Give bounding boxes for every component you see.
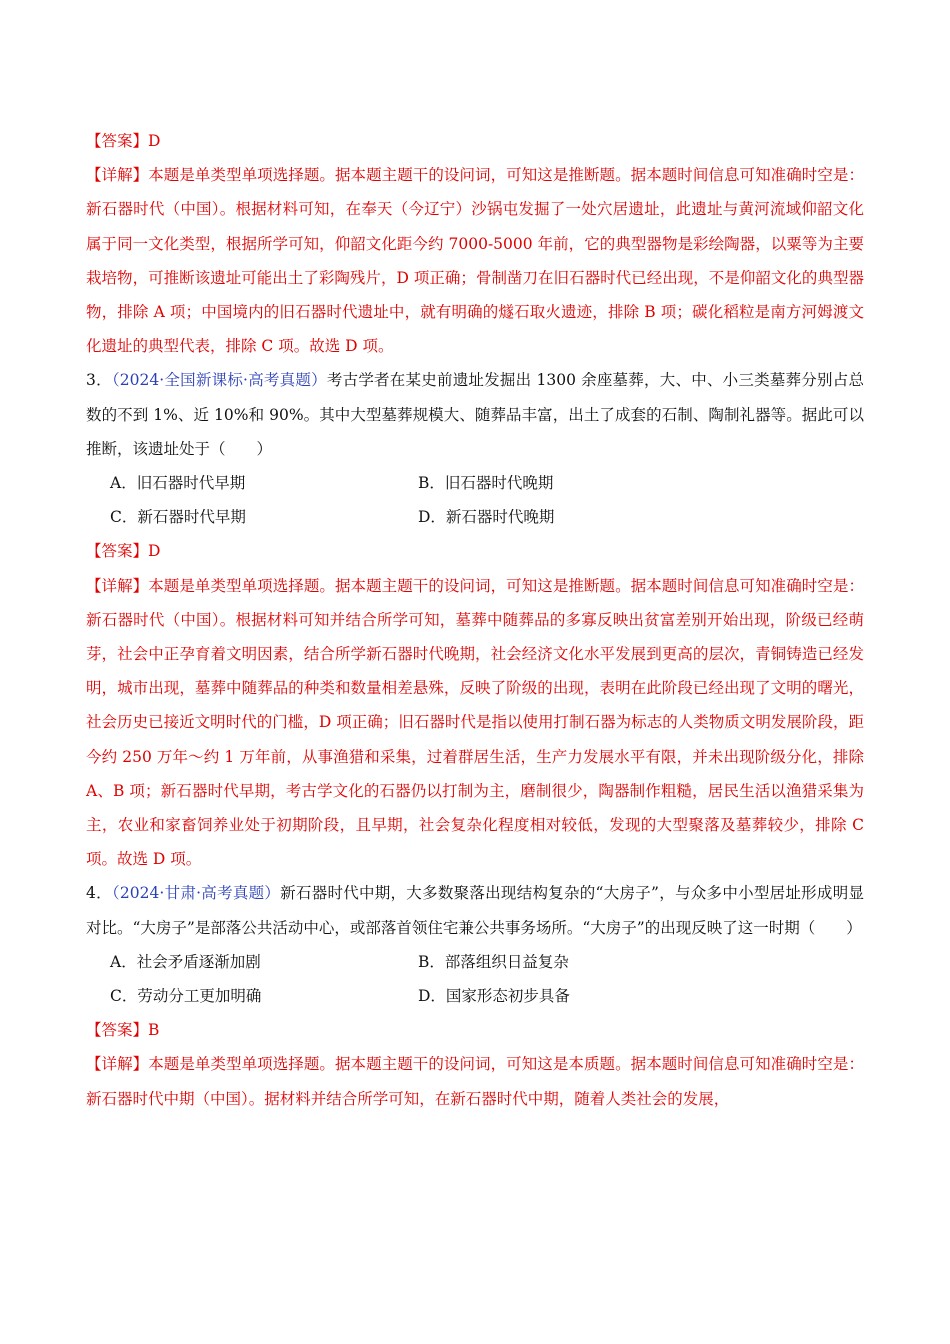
option-a[interactable]: A．社会矛盾逐渐加剧 (110, 952, 261, 971)
option-b[interactable]: B．旧石器时代晚期 (418, 474, 554, 493)
answer-label: 【答案】 (86, 542, 149, 561)
detail-text: 本题是单类型单项选择题。据本题主题干的设问词，可知这是推断题。据本题时间信息可知准确时空是：新石器时代（中国）。根据材料可知，在奉天（今辽宁）沙锅屯发掘了一处穴居遗址，此遗址与黄河流域仰韶文化属于同一文化类型，根据所学可知，仰韶文化距今约 7000-5000 年前，它的典型器物是彩绘陶器，以粟等为主要栽培物，可推断该遗址可能出土了彩陶残片，D 项正确；骨制凿刀在旧石器时代已经出现，不是仰韶文化的典型器物，排除 A 项；中国境内的旧石器时代遗址中，就有明确的燧石取火遗迹，排除 B 项；碳化稻粒是南方河姆渡文化遗址的典型代表，排除 C 项。故选 D 项。 (86, 166, 864, 356)
answer-value: D (148, 542, 161, 561)
detail-paragraph-1 (86, 158, 864, 363)
detail-paragraph-4 (86, 1047, 864, 1115)
document-content (86, 124, 864, 1116)
answer-line-4 (86, 1013, 864, 1047)
detail-label: 【详解】 (86, 1055, 149, 1074)
question-3 (86, 363, 864, 466)
detail-text: 本题是单类型单项选择题。据本题主题干的设问词，可知这是本质题。据本题时间信息可知准确时空是：新石器时代中期（中国）。据材料并结合所学可知，在新石器时代中期，随着人类社会的发展， (86, 1055, 864, 1108)
option-d[interactable]: D．新石器时代晚期 (418, 508, 555, 527)
option-b[interactable]: B．部落组织日益复杂 (418, 952, 569, 971)
option-c[interactable]: C．新石器时代早期 (110, 508, 246, 527)
detail-text: 本题是单类型单项选择题。据本题主题干的设问词，可知这是推断题。据本题时间信息可知准确时空是：新石器时代（中国）。根据材料可知并结合所学可知，墓葬中随葬品的多寡反映出贫富差别开始出现，阶级已经萌芽，社会中正孕育着文明因素，结合所学新石器时代晚期，社会经济文化水平发展到更高的层次，青铜铸造已经发明，城市出现，墓葬中随葬品的种类和数量相差悬殊，反映了阶级的出现，表明在此阶段已经出现了文明的曙光，社会历史已接近文明时代的门槛，D 项正确；旧石器时代是指以使用打制石器为标志的人类物质文明发展阶段，距今约 250 万年～约 1 万年前，从事渔猎和采集，过着群居生活，生产力发展水平有限，并未出现阶级分化，排除 A、B 项；新石器时代早期，考古学文化的石器仍以打制为主，磨制很少，陶器制作粗糙，居民生活以渔猎采集为主，农业和家畜饲养业处于初期阶段，且早期，社会复杂化程度相对较低，发现的大型聚落及墓葬较少，排除 C 项。故选 D 项。 (86, 576, 864, 869)
question-4 (86, 876, 864, 944)
question-stem: 考古学者在某史前遗址发掘出 1300 余座墓葬，大、中、小三类墓葬分别占总数的不到 1%、近 10%和 90%。其中大型墓葬规模大、随葬品丰富，出土了成套的石制、陶制礼器等。据此可以推断，该遗址处于（ ） (86, 371, 864, 458)
detail-label: 【详解】 (86, 576, 149, 595)
option-c[interactable]: C．劳动分工更加明确 (110, 987, 262, 1006)
answer-label: 【答案】 (86, 1021, 149, 1040)
question-stem: 新石器时代中期，大多数聚落出现结构复杂的“大房子”，与众多中小型居址形成明显对比。“大房子”是部落公共活动中心，或部落首领住宅兼公共事务场所。“大房子”的出现反映了这一时期（ ） (86, 884, 864, 937)
answer-label: 【答案】 (86, 132, 149, 150)
answer-line-3 (86, 534, 864, 568)
question-number: 4． (86, 884, 112, 903)
question-number: 3． (86, 371, 112, 390)
option-a[interactable]: A．旧石器时代早期 (110, 474, 246, 493)
answer-value: D (148, 132, 161, 150)
question-source: （2024·甘肃·高考真题） (111, 884, 281, 903)
option-d[interactable]: D．国家形态初步具备 (418, 987, 570, 1006)
answer-value: B (148, 1021, 160, 1040)
question-source: （2024·全国新课标·高考真题） (111, 371, 327, 390)
detail-paragraph-3 (86, 569, 864, 877)
question-4-options (86, 945, 864, 1013)
answer-line-1 (86, 124, 864, 158)
question-3-options (86, 466, 864, 534)
detail-label: 【详解】 (86, 166, 149, 185)
